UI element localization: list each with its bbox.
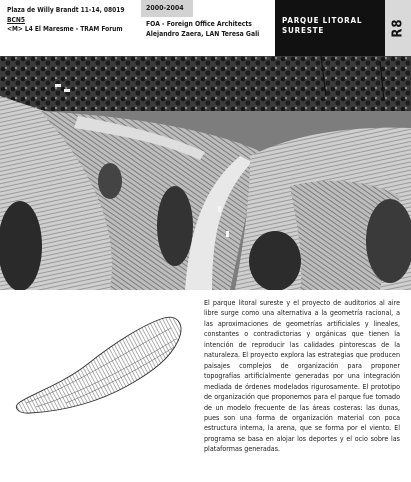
project-title (275, 0, 385, 56)
site-plan-drawing (6, 303, 192, 423)
address-block (7, 6, 125, 35)
authors-firm: FOA - Foreign Office Architects (146, 20, 252, 28)
project-code: R8 (390, 18, 406, 38)
description-paragraph: El parque litoral sureste y el proyecto de auditorios al aire libre surge como una alternativa a la geometría racional, a las aproximaciones de geometrías artificiales y lineales, constantes o contradictorias y orgánicas que tienen la intención de reproducir las calidades pintorescas de la naturaleza. El proyecto explora las estrategias que producen paisajes complejos de organización para proponer topografías artificialmente generadas por una integración mediada de órdenes modelados rigurosamente. El prototipo de organización que proponemos para el parque fue tomado de un modelo frecuente de las áreas costeras: las dunas, pues son una forma de organización material con poca estructura interna, la arena, que se forma por el viento. El programa se basa en alojar los deportes y el ocio sobre las plataformas generadas. (204, 298, 400, 454)
address-street: Plaza de Willy Brandt 11-14, 08019 (7, 6, 125, 14)
address-transit: <M> L4 El Maresme - TRAM Forum (7, 25, 123, 34)
page-header (0, 0, 411, 56)
project-code-box (385, 0, 411, 56)
period-label: 2000-2004 (141, 0, 193, 17)
aerial-photo (0, 56, 411, 290)
project-title-line2: SURESTE (282, 26, 325, 35)
authors-names: Alejandro Zaera, LAN Teresa Gali (146, 30, 260, 38)
project-title-line1: PARQUE LITORAL (282, 16, 363, 25)
address-code: BCN5 (7, 15, 25, 24)
authors-block (146, 19, 259, 39)
